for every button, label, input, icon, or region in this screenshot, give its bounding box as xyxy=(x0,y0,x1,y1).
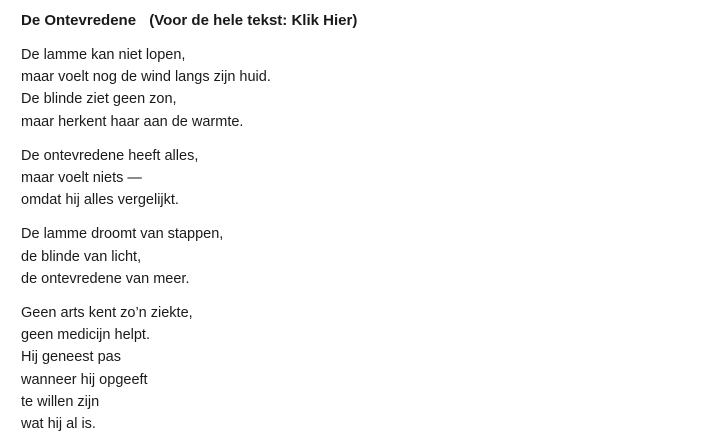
poem-line: te willen zijn xyxy=(21,393,100,410)
full-text-link[interactable]: (Voor de hele tekst: Klik Hier) xyxy=(149,12,358,29)
poem-line: geen medicijn helpt. xyxy=(21,327,150,344)
stanza-3 xyxy=(21,223,726,290)
poem-line: omdat hij alles vergelijkt. xyxy=(21,192,179,209)
poem-line: wat hij al is. xyxy=(21,416,96,433)
poem-line: De ontevredene heeft alles, xyxy=(21,147,199,164)
stanza-4 xyxy=(21,302,726,435)
stanza-2 xyxy=(21,145,726,212)
poem-line: maar voelt niets — xyxy=(21,170,142,187)
poem-line: wanneer hij opgeeft xyxy=(21,371,148,388)
poem-line: De blinde ziet geen zon, xyxy=(21,91,177,108)
poem-line: Geen arts kent zo’n ziekte, xyxy=(21,305,193,322)
poem-line: De lamme kan niet lopen, xyxy=(21,47,186,63)
poem-line: maar herkent haar aan de warmte. xyxy=(21,113,244,130)
poem-title: De Ontevredene xyxy=(21,12,137,29)
stanza-1 xyxy=(21,44,726,133)
poem-line: Hij geneest pas xyxy=(21,349,121,366)
poem-line: de ontevredene van meer. xyxy=(21,270,190,287)
poem-line: maar voelt nog de wind langs zijn huid. xyxy=(21,69,271,86)
header xyxy=(21,11,726,31)
poem-line: de blinde van licht, xyxy=(21,248,142,265)
poem-line: De lamme droomt van stappen, xyxy=(21,226,224,243)
